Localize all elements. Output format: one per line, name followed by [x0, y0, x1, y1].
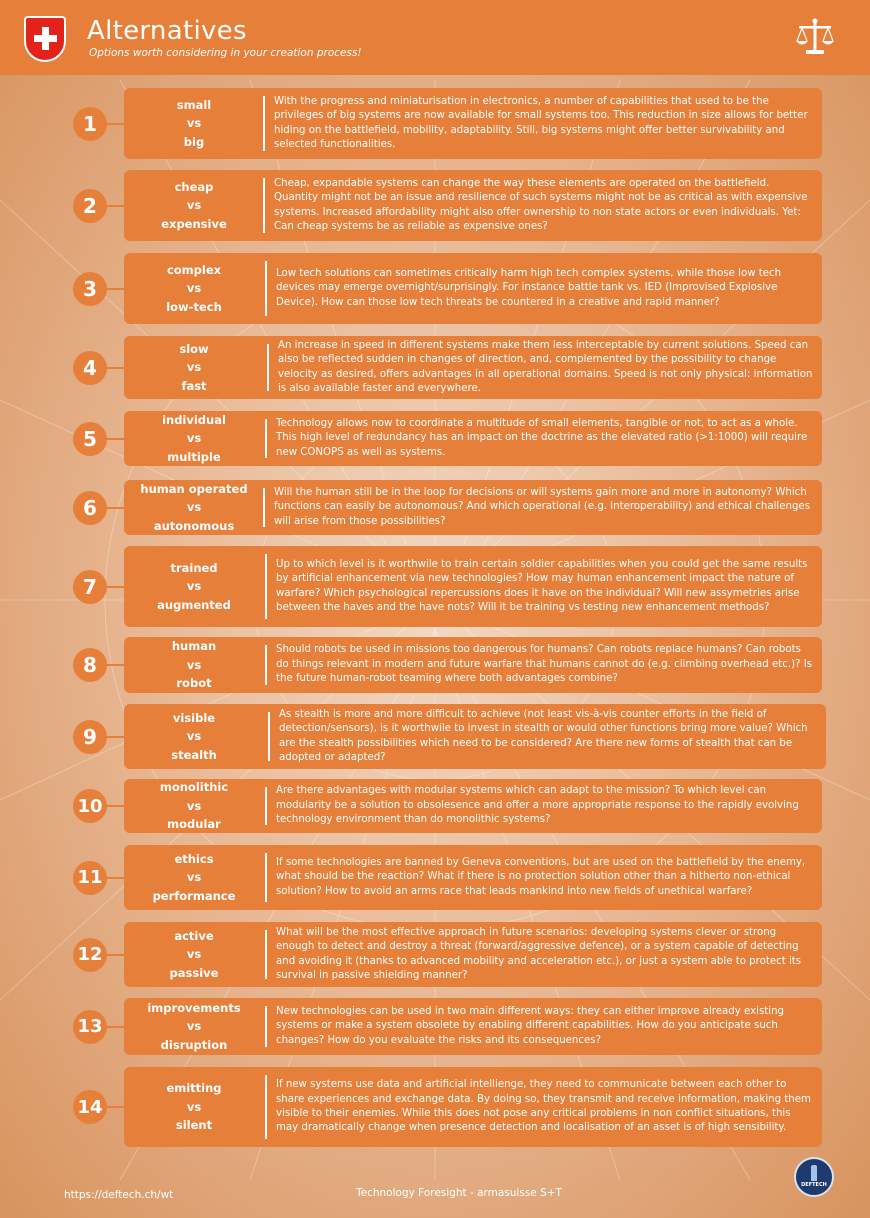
alternative-card — [124, 704, 826, 769]
alternative-card — [124, 336, 822, 399]
option-label: low-tech — [166, 299, 222, 314]
option-label: disruption — [160, 1037, 228, 1052]
versus-label: vs — [186, 1099, 202, 1114]
alternative-card — [124, 922, 822, 987]
alternative-card — [124, 411, 822, 466]
versus-label: vs — [186, 947, 202, 962]
alternative-card — [124, 88, 822, 159]
option-description: Are there advantages with modular systems which can adapt to the mission? To which level can modularity be a solution to obsolesence and offer a more appropriate response to the rapidly evolving technology environment than do monolithic systems? — [276, 785, 799, 826]
versus-label: vs — [186, 116, 202, 131]
versus-label: vs — [186, 798, 202, 813]
option-pair — [124, 779, 264, 833]
card-divider — [267, 344, 269, 391]
option-pair — [124, 170, 264, 241]
item-number: 1 — [73, 107, 107, 141]
option-pair — [124, 546, 264, 627]
versus-label: vs — [186, 198, 202, 213]
page-subtitle: Options worth considering in your creation process! — [89, 47, 362, 59]
versus-label: vs — [186, 870, 202, 885]
item-number: 10 — [73, 789, 107, 823]
option-label: autonomous — [153, 518, 235, 533]
alternative-card — [124, 637, 822, 693]
option-label: modular — [167, 817, 221, 832]
option-label: emitting — [166, 1081, 222, 1096]
option-label: ethics — [174, 851, 214, 866]
item-number: 4 — [73, 351, 107, 385]
versus-label: vs — [186, 431, 202, 446]
option-pair — [124, 637, 264, 693]
option-label: slow — [179, 341, 209, 356]
option-label: expensive — [161, 216, 227, 231]
item-number: 2 — [73, 189, 107, 223]
option-label: augmented — [157, 597, 231, 612]
item-number: 3 — [73, 272, 107, 306]
alternative-card — [124, 845, 822, 910]
option-description: If some technologies are banned by Geneva conventions, but are used on the battlefield by the enemy, what should be the reaction? What if there is no protection solution other than a hitherto non-ethical solution? How to avoid an arms race that leads mankind into new fields of unethical warfare? — [276, 856, 806, 897]
alternative-card — [124, 253, 822, 324]
option-label: robot — [176, 676, 212, 691]
item-number: 12 — [73, 938, 107, 972]
item-number: 13 — [73, 1010, 107, 1044]
option-label: fast — [181, 378, 207, 393]
option-pair — [124, 1067, 264, 1147]
card-divider — [265, 787, 267, 825]
option-description: If new systems use data and artificial intellienge, they need to communicate between each other to share experiences and exchange data. By doing so, they transmit and receive information, making them visible to their enemies. While this does not pose any critical problems in non conflict situations, this may dramatically change when presence detection and localisation of an asset is of high sensibility. — [276, 1079, 811, 1134]
option-description: New technologies can be used in two main different ways: they can either improve already existing systems or make a system obsolete by enabling different capabilities. How do you anticipate such changes? How do you evaluate the risks and its consequences? — [276, 1005, 785, 1046]
card-divider — [265, 645, 267, 685]
option-label: monolithic — [159, 780, 229, 795]
versus-label: vs — [186, 360, 202, 375]
option-label: trained — [170, 560, 218, 575]
versus-label: vs — [186, 657, 202, 672]
card-divider — [265, 853, 267, 902]
option-pair — [124, 480, 264, 535]
option-label: passive — [169, 965, 219, 980]
card-divider — [265, 419, 267, 458]
option-pair — [124, 253, 264, 324]
option-label: visible — [172, 710, 216, 725]
option-pair — [124, 922, 264, 987]
option-label: performance — [152, 888, 236, 903]
option-label: complex — [166, 262, 222, 277]
option-description: Technology allows now to coordinate a multitude of small elements, tangible or not, to act as a whole. This high level of redundancy has an impact on the doctrine as the elevated ratio (>1:1000) will require new CONOPS as well as systems. — [276, 417, 808, 458]
alternative-card — [124, 1067, 822, 1147]
option-description: Low tech solutions can sometimes critically harm high tech complex systems, while those low tech devices may emerge overnight/surprisingly. For instance battle tank vs. IED (Improvised Explosive Device). How can those low tech threats be countered in a creative and rapid manner? — [276, 267, 782, 308]
card-divider — [265, 1075, 267, 1139]
item-number: 7 — [73, 570, 107, 604]
page-title: Alternatives — [87, 16, 247, 46]
footer-credit: Technology Foresight - armasuisse S+T — [356, 1187, 562, 1199]
option-label: active — [174, 928, 214, 943]
alternative-card — [124, 170, 822, 241]
alternative-card — [124, 546, 822, 627]
versus-label: vs — [186, 281, 202, 296]
alternative-card — [124, 998, 822, 1055]
option-label: human operated — [140, 481, 248, 496]
deftech-logo-icon — [794, 1157, 834, 1197]
option-label: improvements — [147, 1000, 241, 1015]
option-description: Should robots be used in missions too dangerous for humans? Can robots replace humans? Can robots do things relevant in modern and future warfare that humans cannot do (e.g. climbing overhead etc.)? Is the future human-robot teaming where both advantages combine? — [276, 644, 813, 685]
versus-label: vs — [186, 579, 202, 594]
versus-label: vs — [186, 729, 202, 744]
item-number: 6 — [73, 491, 107, 525]
versus-label: vs — [186, 500, 202, 515]
option-description: Cheap, expandable systems can change the way these elements are operated on the battlefield. Quantity might not be an issue and resilience of such systems might not be as critical as with expensive systems. Increased affordability might also offer ownership to non state actors or even individuals. Yet: Can cheap systems be as reliable as expensive ones? — [274, 177, 808, 232]
card-divider — [265, 1006, 267, 1047]
item-number: 11 — [73, 861, 107, 895]
option-label: big — [183, 134, 205, 149]
option-description: With the progress and miniaturisation in electronics, a number of capabilities that used to be the privileges of big systems are now available for small systems too. This reduction in size allows for better hiding on the battlefield, mobility, adaptability. Still, big systems might offer better survivability and selected functionalities. — [274, 95, 808, 150]
card-divider — [263, 178, 265, 233]
item-number: 14 — [73, 1090, 107, 1124]
card-divider — [263, 488, 265, 527]
alternative-card — [124, 480, 822, 535]
option-pair — [124, 845, 264, 910]
option-label: human — [171, 639, 217, 654]
option-description: What will be the most effective approach in future scenarios: developing systems clever or strong enough to detect and destroy a threat (forward/aggressive defence), or a system capable of detecting and avoiding it (thanks to advanced mobility and acceleration etc.), or just a system able to protect its survival in passive shielding manner? — [276, 926, 802, 981]
option-pair — [124, 411, 264, 466]
card-divider — [268, 712, 270, 761]
option-description: An increase in speed in different systems make them less interceptable by current solutions. Speed can also be reflected sudden in changes of direction, and, complemented by the possibility to change velocity as desired, offers advantages in all operational domains. Speed is not only physical: information is also available faster and everywhere. — [278, 339, 813, 394]
option-label: small — [176, 97, 212, 112]
option-pair — [124, 336, 264, 399]
option-label: silent — [175, 1118, 213, 1133]
item-number: 8 — [73, 648, 107, 682]
option-label: multiple — [167, 449, 221, 464]
card-divider — [265, 261, 267, 316]
item-number: 9 — [73, 720, 107, 754]
option-pair — [124, 704, 264, 769]
card-divider — [265, 554, 267, 619]
versus-label: vs — [186, 1019, 202, 1034]
item-number: 5 — [73, 422, 107, 456]
alternative-card — [124, 779, 822, 833]
option-description: As stealth is more and more difficult to achieve (not least vis-à-vis counter efforts in the field of detection/sensors), is it worthwile to invest in stealth or would other functions bring more value? Which are the stealth possibilities which need to be considered? Are there new forms of stealth that can be adopted or adapted? — [279, 708, 808, 763]
option-description: Will the human still be in the loop for decisions or will systems gain more and more in autonomy? Which functions can easily be autonomous? And which operational (e.g. interoperability) and ethical challenges will arise from those possibilities? — [274, 486, 810, 527]
footer-url[interactable]: https://deftech.ch/wt — [64, 1189, 174, 1201]
option-label: individual — [162, 412, 226, 427]
card-divider — [263, 96, 265, 151]
option-pair — [124, 88, 264, 159]
card-divider — [265, 930, 267, 979]
option-label: stealth — [171, 747, 217, 762]
option-description: Up to which level is it worthwile to train certain soldier capabilities when you could get the same results by artificial enhancement via new technologies? How may human enhancement impact the nature of warfare? Which psychological repercussions does it have on the individual? Will new assymetries arise between the haves and the have nots? Will it be training vs testing new enhancement methods? — [276, 558, 808, 613]
option-pair — [124, 998, 264, 1055]
badge-label: DEFTECH — [801, 1182, 827, 1188]
option-label: cheap — [174, 179, 214, 194]
